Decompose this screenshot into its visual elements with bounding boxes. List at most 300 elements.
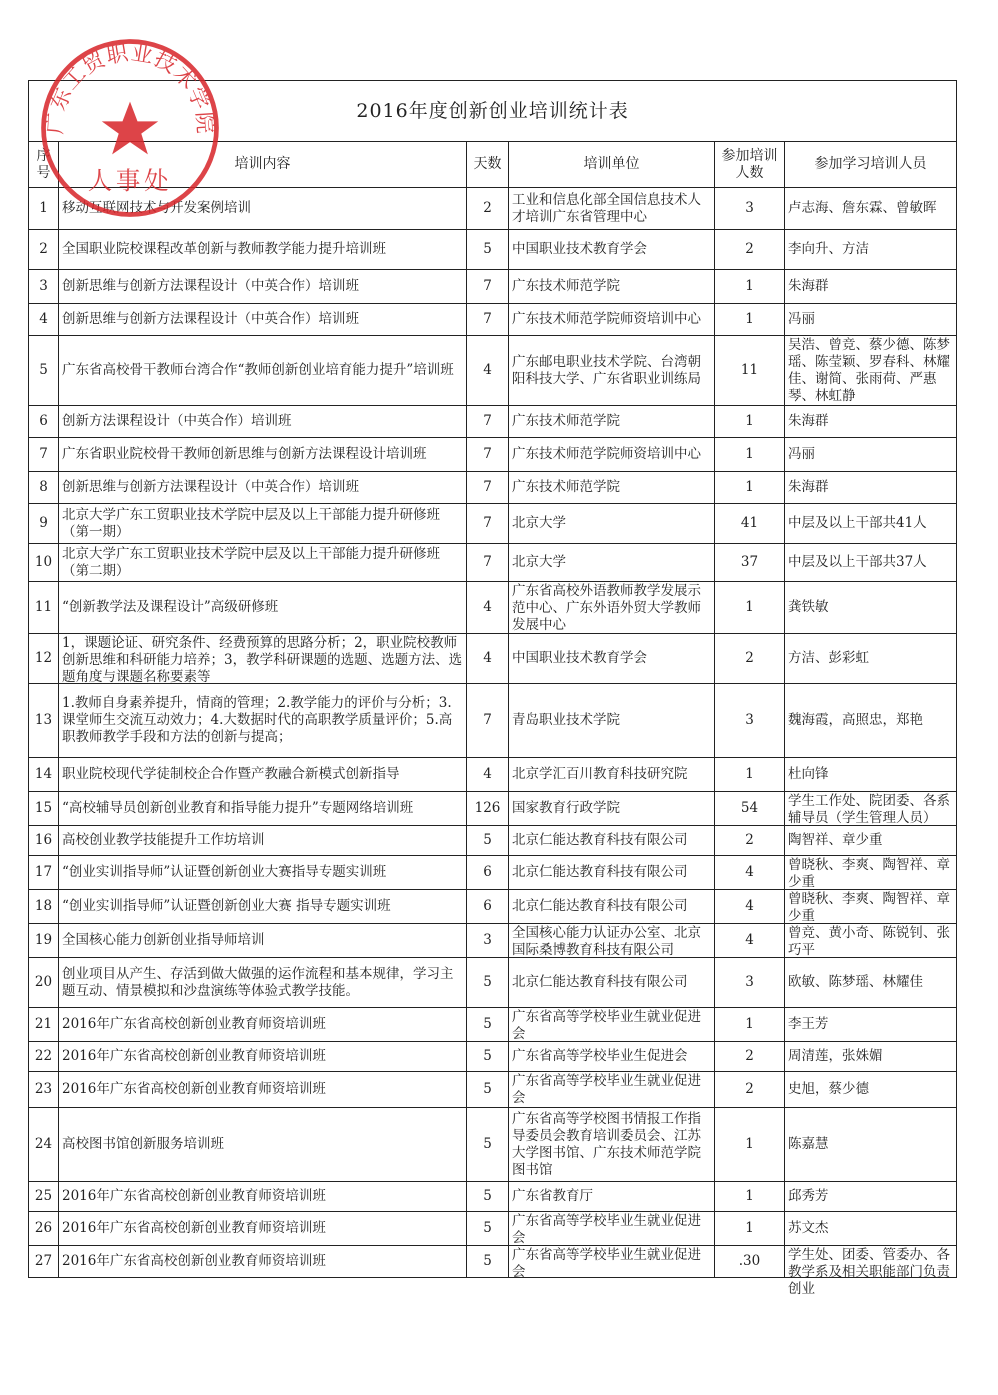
participant-names: 卢志海、詹东霖、曾敏晖	[788, 200, 937, 216]
row-number-cell	[29, 406, 59, 438]
header-count: 参加培训人数	[715, 142, 785, 188]
row-number: 13	[34, 712, 53, 728]
training-unit-cell	[509, 438, 715, 472]
training-days-cell	[467, 582, 509, 634]
table-row	[29, 634, 957, 684]
training-content-cell	[59, 634, 467, 684]
training-unit-cell	[509, 582, 715, 634]
row-number: 17	[34, 864, 53, 880]
participant-names-cell	[785, 634, 957, 684]
table-row	[29, 792, 957, 826]
table-row	[29, 924, 957, 958]
table-row	[29, 758, 957, 792]
training-unit: 中国职业技术教育学会	[512, 241, 647, 257]
training-days: 4	[483, 599, 492, 615]
training-unit: 广东技术师范学院	[512, 413, 620, 429]
row-number: 3	[39, 278, 48, 294]
training-content: 高校图书馆创新服务培训班	[62, 1136, 224, 1152]
training-content-cell	[59, 304, 467, 336]
participant-count-cell	[715, 1182, 785, 1212]
row-number-cell	[29, 336, 59, 406]
training-content-cell	[59, 958, 467, 1008]
participant-count: 1	[745, 278, 754, 294]
participant-count: 3	[745, 974, 754, 990]
row-number: 14	[34, 766, 53, 782]
table-row	[29, 438, 957, 472]
training-content: 创业项目从产生、存活到做大做强的运作流程和基本规律，学习主题互动、情景模拟和沙盘演练等体验式教学技能。	[62, 965, 454, 999]
training-days-cell	[467, 1108, 509, 1182]
table-row	[29, 1008, 957, 1042]
participant-names: 杜向锋	[788, 766, 829, 782]
participant-names: 朱海群	[788, 413, 829, 429]
training-days-cell	[467, 230, 509, 270]
row-number: 6	[39, 413, 48, 429]
training-content: 广东省高校骨干教师台湾合作“教师创新创业培育能力提升”培训班	[62, 362, 454, 378]
training-days-cell	[467, 1246, 509, 1278]
row-number-cell	[29, 504, 59, 544]
participant-names: 朱海群	[788, 479, 829, 495]
participant-names-cell	[785, 472, 957, 504]
training-content: 移动互联网技术与开发案例培训	[62, 200, 251, 216]
participant-names-cell	[785, 1182, 957, 1212]
participant-count: 1	[745, 311, 754, 327]
row-number-cell	[29, 1008, 59, 1042]
participant-count: 11	[740, 362, 759, 378]
training-content: “高校辅导员创新创业教育和指导能力提升”专题网络培训班	[62, 800, 414, 816]
row-number-cell	[29, 758, 59, 792]
participant-names-cell	[785, 336, 957, 406]
training-content: “创新教学法及课程设计”高级研修班	[62, 599, 279, 615]
training-days-cell	[467, 890, 509, 924]
training-content: 2016年广东省高校创新创业教育师资培训班	[62, 1253, 326, 1269]
participant-names: 冯丽	[788, 446, 815, 462]
row-number: 20	[34, 974, 53, 990]
table-row	[29, 1108, 957, 1182]
participant-count-cell	[715, 438, 785, 472]
training-days-cell	[467, 1008, 509, 1042]
participant-count-cell	[715, 1246, 785, 1278]
training-content: 1.教师自身素养提升，情商的管理；2.教学能力的评价与分析；3.课堂师生交流互动效力；4.大数据时代的高职教学质量评价；5.高职教师教学手段和方法的创新与提高；	[62, 695, 453, 745]
row-number-cell	[29, 582, 59, 634]
training-content: 2016年广东省高校创新创业教育师资培训班	[62, 1048, 326, 1064]
training-unit: 北京仁能达教育科技有限公司	[512, 864, 688, 880]
participant-names: 曾晓秋、李爽、陶智祥、章少重	[788, 890, 950, 924]
participant-count: 3	[745, 712, 754, 728]
participant-names: 中层及以上干部共37人	[788, 554, 927, 570]
training-content-cell	[59, 582, 467, 634]
training-unit: 广东省高等学校毕业生就业促进会	[512, 1212, 701, 1246]
training-content-cell	[59, 890, 467, 924]
row-number-cell	[29, 188, 59, 230]
training-content: 2016年广东省高校创新创业教育师资培训班	[62, 1188, 326, 1204]
training-days: 5	[483, 1220, 492, 1236]
training-unit-cell	[509, 634, 715, 684]
participant-names-cell	[785, 304, 957, 336]
training-days-cell	[467, 406, 509, 438]
training-content-cell	[59, 826, 467, 856]
participant-names: 李王芳	[788, 1016, 829, 1032]
participant-names-cell	[785, 1246, 957, 1297]
participant-count-cell	[715, 890, 785, 924]
row-number: 15	[34, 800, 53, 816]
row-number-cell	[29, 890, 59, 924]
row-number: 24	[34, 1136, 53, 1152]
training-content-cell	[59, 472, 467, 504]
training-days: 6	[483, 864, 492, 880]
document-page	[28, 80, 956, 1297]
seal-dept-text: 人事处	[87, 166, 173, 196]
training-days-cell	[467, 856, 509, 890]
training-content-cell	[59, 1108, 467, 1182]
training-days: 5	[483, 1188, 492, 1204]
participant-names: 魏海霞，高照忠，郑艳	[788, 712, 923, 728]
training-unit-cell	[509, 924, 715, 958]
training-days: 7	[483, 413, 492, 429]
training-content: 创新思维与创新方法课程设计（中英合作）培训班	[62, 479, 359, 495]
row-number: 25	[34, 1188, 53, 1204]
row-number-cell	[29, 1246, 59, 1278]
training-content: 创新思维与创新方法课程设计（中英合作）培训班	[62, 311, 359, 327]
training-days: 5	[483, 1136, 492, 1152]
training-unit: 北京学汇百川教育科技研究院	[512, 766, 688, 782]
training-unit-cell	[509, 504, 715, 544]
training-unit-cell	[509, 1182, 715, 1212]
training-content-cell	[59, 230, 467, 270]
training-days-cell	[467, 544, 509, 582]
participant-count: 2	[745, 832, 754, 848]
table-row	[29, 188, 957, 230]
participant-names: 龚铁敏	[788, 599, 829, 615]
participant-names: 邱秀芳	[788, 1188, 829, 1204]
row-number: 21	[34, 1016, 53, 1032]
training-content-cell	[59, 1212, 467, 1246]
row-number: 2	[39, 241, 48, 257]
training-days: 5	[483, 832, 492, 848]
training-unit-cell	[509, 544, 715, 582]
table-row	[29, 826, 957, 856]
participant-names: 陶智祥、章少重	[788, 832, 883, 848]
table-row	[29, 1072, 957, 1108]
participant-names-cell	[785, 270, 957, 304]
table-row	[29, 304, 957, 336]
training-days-cell	[467, 634, 509, 684]
row-number: 9	[39, 515, 48, 531]
participant-names: 学生工作处、院团委、各系辅导员（学生管理人员）	[788, 792, 950, 826]
training-unit: 北京仁能达教育科技有限公司	[512, 974, 688, 990]
training-content: 北京大学广东工贸职业技术学院中层及以上干部能力提升研修班（第一期）	[62, 506, 440, 540]
training-days: 3	[483, 932, 492, 948]
training-unit-cell	[509, 1212, 715, 1246]
training-content: 2016年广东省高校创新创业教育师资培训班	[62, 1016, 326, 1032]
training-days: 126	[474, 800, 501, 816]
participant-count: 2	[745, 241, 754, 257]
training-days-cell	[467, 1212, 509, 1246]
row-number-cell	[29, 958, 59, 1008]
participant-count: 1	[745, 479, 754, 495]
participant-count: 37	[740, 554, 759, 570]
participant-count: 1	[745, 1016, 754, 1032]
participant-count-cell	[715, 504, 785, 544]
participant-count-cell	[715, 684, 785, 758]
participant-names-cell	[785, 856, 957, 890]
header-unit: 培训单位	[509, 142, 715, 188]
table-row	[29, 1212, 957, 1246]
training-unit: 广东省高校外语教师教学发展示范中心、广东外语外贸大学教师发展中心	[512, 582, 701, 633]
row-number: 27	[34, 1253, 53, 1269]
participant-count: 1	[745, 1188, 754, 1204]
participant-names-cell	[785, 230, 957, 270]
participant-count: 1	[745, 599, 754, 615]
participant-names-cell	[785, 684, 957, 758]
training-content: 北京大学广东工贸职业技术学院中层及以上干部能力提升研修班（第二期）	[62, 545, 440, 579]
row-number-cell	[29, 924, 59, 958]
training-days: 6	[483, 898, 492, 914]
training-days: 7	[483, 479, 492, 495]
participant-count: 2	[745, 1081, 754, 1097]
table-row	[29, 958, 957, 1008]
training-days-cell	[467, 684, 509, 758]
training-days: 7	[483, 712, 492, 728]
training-content-cell	[59, 188, 467, 230]
participant-names-cell	[785, 924, 957, 958]
participant-count: 4	[745, 932, 754, 948]
training-content-cell	[59, 684, 467, 758]
participant-names: 朱海群	[788, 278, 829, 294]
training-unit-cell	[509, 792, 715, 826]
training-content: 广东省职业院校骨干教师创新思维与创新方法课程设计培训班	[62, 446, 427, 462]
row-number-cell	[29, 304, 59, 336]
participant-names: 李向升、方洁	[788, 241, 869, 257]
training-unit-cell	[509, 472, 715, 504]
participant-count: 1	[745, 1220, 754, 1236]
training-unit: 北京大学	[512, 554, 566, 570]
training-days: 7	[483, 311, 492, 327]
row-number: 23	[34, 1081, 53, 1097]
training-days: 7	[483, 554, 492, 570]
training-unit: 青岛职业技术学院	[512, 712, 620, 728]
training-content-cell	[59, 336, 467, 406]
training-days-cell	[467, 336, 509, 406]
seal-org-text: 广东工贸职业技术学院	[42, 40, 218, 136]
participant-count-cell	[715, 304, 785, 336]
participant-names-cell	[785, 1008, 957, 1042]
training-unit-cell	[509, 1042, 715, 1072]
training-days: 5	[483, 1048, 492, 1064]
participant-names-cell	[785, 958, 957, 1008]
participant-names: 曾竞、黄小奇、陈锐钊、张巧平	[788, 924, 950, 958]
participant-count: 4	[745, 864, 754, 880]
training-stats-table	[28, 80, 957, 1297]
header-no: 序号	[29, 142, 59, 188]
row-number-cell	[29, 1212, 59, 1246]
training-content: 创新思维与创新方法课程设计（中英合作）培训班	[62, 278, 359, 294]
training-content: 全国核心能力创新创业指导师培训	[62, 932, 265, 948]
participant-count-cell	[715, 1108, 785, 1182]
table-row	[29, 230, 957, 270]
participant-names: 周清莲，张姝媚	[788, 1048, 883, 1064]
training-days: 4	[483, 766, 492, 782]
row-number-cell	[29, 1042, 59, 1072]
training-days: 5	[483, 974, 492, 990]
row-number-cell	[29, 230, 59, 270]
participant-names: 欧敏、陈梦瑶、林耀佳	[788, 974, 923, 990]
training-unit-cell	[509, 230, 715, 270]
training-days-cell	[467, 826, 509, 856]
training-unit: 广东邮电职业技术学院、台湾朝阳科技大学、广东省职业训练局	[512, 353, 701, 387]
table-row	[29, 582, 957, 634]
training-content-cell	[59, 792, 467, 826]
training-unit: 工业和信息化部全国信息技术人才培训广东省管理中心	[512, 191, 701, 225]
participant-count-cell	[715, 230, 785, 270]
training-days-cell	[467, 1182, 509, 1212]
training-days-cell	[467, 958, 509, 1008]
training-content-cell	[59, 1182, 467, 1212]
table-row	[29, 1182, 957, 1212]
participant-count: 4	[745, 898, 754, 914]
table-row	[29, 544, 957, 582]
row-number: 26	[34, 1220, 53, 1236]
training-unit-cell	[509, 304, 715, 336]
row-number-cell	[29, 634, 59, 684]
row-number-cell	[29, 438, 59, 472]
participant-count-cell	[715, 1072, 785, 1108]
row-number-cell	[29, 1072, 59, 1108]
participant-count-cell	[715, 582, 785, 634]
row-number: 12	[34, 650, 53, 666]
table-row	[29, 890, 957, 924]
training-content-cell	[59, 544, 467, 582]
training-days: 7	[483, 515, 492, 531]
training-unit: 广东省高等学校图书情报工作指导委员会教育培训委员会、江苏大学图书馆、广东技术师范学院图书馆	[512, 1110, 701, 1178]
training-unit-cell	[509, 758, 715, 792]
row-number: 4	[39, 311, 48, 327]
participant-count: 2	[745, 1048, 754, 1064]
participant-names: 史旭，蔡少德	[788, 1081, 869, 1097]
table-body	[29, 188, 957, 1297]
training-days-cell	[467, 792, 509, 826]
training-unit-cell	[509, 890, 715, 924]
row-number: 18	[34, 898, 53, 914]
participant-names-cell	[785, 544, 957, 582]
training-unit-cell	[509, 684, 715, 758]
participant-count: 1	[745, 766, 754, 782]
participant-count-cell	[715, 1008, 785, 1042]
participant-names-cell	[785, 826, 957, 856]
training-unit-cell	[509, 1008, 715, 1042]
row-number-cell	[29, 270, 59, 304]
training-unit-cell	[509, 406, 715, 438]
training-days: 4	[483, 650, 492, 666]
row-number: 22	[34, 1048, 53, 1064]
row-number: 11	[34, 599, 53, 615]
participant-names: 曾晓秋、李爽、陶智祥、章少重	[788, 856, 950, 890]
table-row	[29, 504, 957, 544]
training-unit: 广东省高等学校毕业生促进会	[512, 1048, 688, 1064]
training-unit: 广东省高等学校毕业生就业促进会	[512, 1008, 701, 1042]
training-days: 2	[483, 200, 492, 216]
training-days-cell	[467, 472, 509, 504]
participant-count-cell	[715, 1042, 785, 1072]
training-content: 职业院校现代学徒制校企合作暨产教融合新模式创新指导	[62, 766, 400, 782]
training-days-cell	[467, 758, 509, 792]
participant-count: 2	[745, 650, 754, 666]
participant-names: 中层及以上干部共41人	[788, 515, 927, 531]
row-number-cell	[29, 684, 59, 758]
training-unit-cell	[509, 856, 715, 890]
row-number: 16	[34, 832, 53, 848]
training-unit-cell	[509, 826, 715, 856]
training-days-cell	[467, 304, 509, 336]
training-unit: 广东技术师范学院师资培训中心	[512, 446, 701, 462]
participant-count-cell	[715, 472, 785, 504]
participant-count-cell	[715, 1212, 785, 1246]
training-days-cell	[467, 438, 509, 472]
training-days: 5	[483, 1253, 492, 1269]
training-unit-cell	[509, 1108, 715, 1182]
table-title: 2016年度创新创业培训统计表	[29, 81, 957, 142]
training-content-cell	[59, 924, 467, 958]
training-days-cell	[467, 1072, 509, 1108]
table-row	[29, 684, 957, 758]
training-content: 创新方法课程设计（中英合作）培训班	[62, 413, 292, 429]
participant-names-cell	[785, 406, 957, 438]
row-number: 8	[39, 479, 48, 495]
training-content: 全国职业院校课程改革创新与教师教学能力提升培训班	[62, 241, 386, 257]
header-days: 天数	[467, 142, 509, 188]
table-row	[29, 856, 957, 890]
row-number: 1	[39, 200, 48, 216]
training-unit-cell	[509, 188, 715, 230]
training-unit: 广东省高等学校毕业生就业促进会	[512, 1246, 701, 1280]
training-content-cell	[59, 406, 467, 438]
training-days-cell	[467, 270, 509, 304]
row-number: 5	[39, 362, 48, 378]
training-content-cell	[59, 1072, 467, 1108]
training-content: 1，课题论证、研究条件、经费预算的思路分析；2，职业院校教师创新思维和科研能力培养；3，教学科研课题的选题、选题方法、选题角度与课题名称要素等	[62, 634, 463, 685]
participant-names: 方洁、彭彩虹	[788, 650, 869, 666]
participant-names-cell	[785, 890, 957, 924]
participant-count-cell	[715, 758, 785, 792]
participant-names-cell	[785, 1212, 957, 1246]
participant-names-cell	[785, 1108, 957, 1182]
table-row	[29, 406, 957, 438]
training-content-cell	[59, 438, 467, 472]
training-unit: 广东技术师范学院	[512, 479, 620, 495]
table-row	[29, 1042, 957, 1072]
training-days-cell	[467, 504, 509, 544]
training-unit: 全国核心能力认证办公室、北京国际桑博教育科技有限公司	[512, 924, 701, 958]
training-content-cell	[59, 504, 467, 544]
row-number: 10	[34, 554, 53, 570]
row-number-cell	[29, 544, 59, 582]
participant-count: .30	[738, 1253, 761, 1269]
training-unit-cell	[509, 958, 715, 1008]
training-days-cell	[467, 188, 509, 230]
table-row	[29, 1246, 957, 1278]
training-days-cell	[467, 1042, 509, 1072]
participant-count-cell	[715, 634, 785, 684]
participant-names: 陈嘉慧	[788, 1136, 829, 1152]
participant-names: 学生处、团委、管委办、各教学系及相关职能部门负责创业	[788, 1246, 950, 1297]
training-days: 7	[483, 446, 492, 462]
training-days: 7	[483, 278, 492, 294]
training-content-cell	[59, 758, 467, 792]
training-unit: 中国职业技术教育学会	[512, 650, 647, 666]
participant-count-cell	[715, 792, 785, 826]
training-content: 2016年广东省高校创新创业教育师资培训班	[62, 1081, 326, 1097]
participant-names-cell	[785, 792, 957, 826]
training-days-cell	[467, 924, 509, 958]
